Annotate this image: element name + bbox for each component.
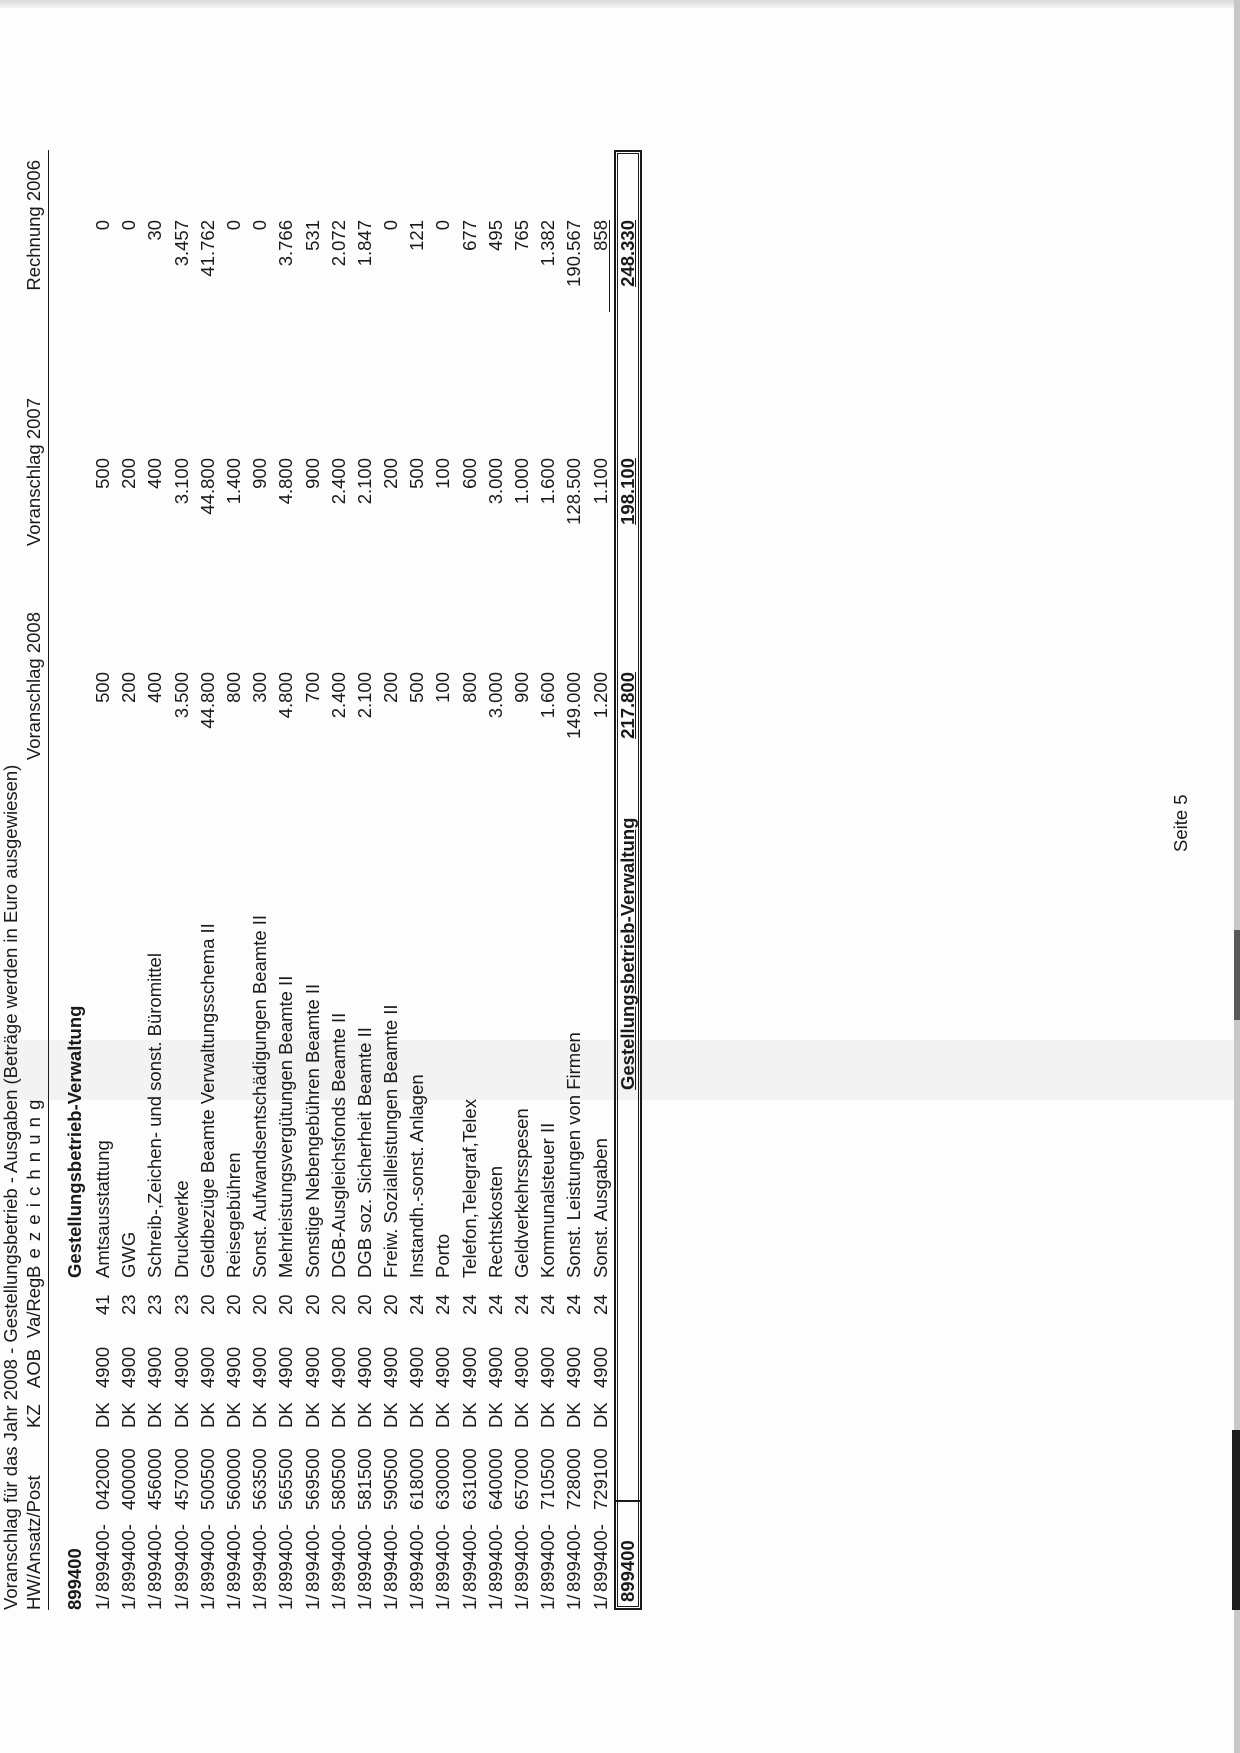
cell-bezeichnung: Sonstige Nebengebühren Beamte II (301, 983, 323, 1278)
cell-bezeichnung: Mehrleistungsvergütungen Beamte II (275, 975, 297, 1278)
cell-voranschlag-2008: 500 (406, 672, 428, 703)
table-row (116, 150, 142, 1610)
cell-post: 042000 (92, 1448, 113, 1510)
cell-aob: 4900 (432, 1346, 454, 1388)
cell-voranschlag-2007: 200 (380, 458, 402, 489)
cell-voranschlag-2008: 2.400 (327, 672, 349, 719)
cell-va-reg: 20 (275, 1294, 297, 1315)
document-title: Voranschlag für das Jahr 2008 - Gestellungsbetrieb - Ausgaben (Beträge werden in Euro ausgewiesen) (0, 764, 21, 1610)
cell-bezeichnung: Amtsausstattung (92, 1140, 113, 1278)
cell-ansatz: 899400- (563, 1524, 585, 1592)
header-hw-ansatz-post: HW/Ansatz/Post (23, 1475, 44, 1610)
cell-va-reg: 20 (301, 1294, 323, 1315)
cell-bezeichnung: DGB-Ausgleichsfonds Beamte II (327, 1012, 349, 1278)
cell-ansatz: 899400- (406, 1524, 428, 1592)
cell-aob: 4900 (275, 1346, 297, 1388)
cell-rechnung-2006: 765 (511, 220, 532, 251)
cell-voranschlag-2007: 1.400 (222, 458, 244, 505)
header-aob: AOB (23, 1348, 44, 1388)
cell-voranschlag-2008: 800 (222, 672, 244, 703)
cell-ansatz: 899400- (196, 1524, 218, 1592)
header-voranschlag-2007: Voranschlag 2007 (23, 398, 44, 547)
cell-bezeichnung: GWG (118, 1231, 140, 1278)
cell-hw: 1/ (249, 1594, 271, 1610)
cell-voranschlag-2008: 44.800 (196, 672, 218, 729)
cell-bezeichnung: Reisegebühren (222, 1152, 244, 1278)
cell-ansatz: 899400- (92, 1524, 113, 1592)
cell-aob: 4900 (484, 1346, 506, 1388)
cell-kz: DK (380, 1402, 402, 1428)
cell-aob: 4900 (537, 1346, 559, 1388)
cell-kz: DK (196, 1402, 218, 1428)
cell-va-reg: 24 (563, 1294, 585, 1315)
header-rechnung-2006: Rechnung 2006 (23, 160, 44, 291)
cell-rechnung-2006: 41.762 (196, 220, 218, 277)
cell-voranschlag-2007: 900 (301, 458, 323, 489)
total-voranschlag-2008: 217.800 (616, 672, 638, 739)
cell-va-reg: 41 (92, 1294, 113, 1315)
cell-kz: DK (484, 1402, 506, 1428)
table-row (221, 150, 247, 1610)
cell-hw: 1/ (222, 1594, 244, 1610)
cell-voranschlag-2007: 1.600 (537, 458, 559, 505)
cell-post: 400000 (118, 1448, 140, 1510)
scan-edge-mark (1232, 1430, 1240, 1610)
cell-bezeichnung: Sonst. Leistungen von Firmen (563, 1032, 585, 1278)
cell-hw: 1/ (406, 1594, 428, 1610)
budget-rows (90, 150, 642, 1610)
table-row (169, 150, 195, 1610)
cell-voranschlag-2008: 200 (118, 672, 140, 703)
cell-kz: DK (327, 1402, 349, 1428)
cell-bezeichnung: Kommunalsteuer II (537, 1122, 559, 1278)
rotated-budget-table (0, 90, 700, 1610)
cell-post: 563500 (249, 1448, 271, 1510)
cell-aob: 4900 (563, 1346, 585, 1388)
cell-voranschlag-2008: 400 (144, 672, 166, 703)
cell-hw: 1/ (458, 1594, 480, 1610)
cell-post: 618000 (406, 1448, 428, 1510)
cell-ansatz: 899400- (353, 1524, 375, 1592)
cell-hw: 1/ (118, 1594, 140, 1610)
cell-kz: DK (275, 1402, 297, 1428)
table-row (561, 150, 587, 1610)
table-row (90, 150, 116, 1610)
cell-aob: 4900 (353, 1346, 375, 1388)
cell-kz: DK (92, 1402, 113, 1428)
table-row (352, 150, 378, 1610)
cell-va-reg: 24 (432, 1294, 454, 1315)
cell-kz: DK (118, 1402, 140, 1428)
scan-edge-mark (1234, 930, 1240, 1020)
cell-hw: 1/ (380, 1594, 402, 1610)
cell-kz: DK (249, 1402, 271, 1428)
cell-ansatz: 899400- (537, 1524, 559, 1592)
cell-voranschlag-2007: 200 (118, 458, 140, 489)
cell-aob: 4900 (406, 1346, 428, 1388)
cell-va-reg: 24 (458, 1294, 480, 1315)
cell-ansatz: 899400- (222, 1524, 244, 1592)
cell-bezeichnung: Druckwerke (170, 1180, 192, 1278)
cell-ansatz: 899400- (589, 1524, 611, 1592)
cell-bezeichnung: Geldverkehrsspesen (511, 1108, 532, 1278)
cell-hw: 1/ (301, 1594, 323, 1610)
cell-voranschlag-2008: 500 (92, 672, 113, 703)
cell-rechnung-2006: 0 (118, 220, 140, 231)
cell-hw: 1/ (511, 1594, 532, 1610)
cell-post: 728000 (563, 1448, 585, 1510)
cell-post: 456000 (144, 1448, 166, 1510)
cell-voranschlag-2007: 44.800 (196, 458, 218, 515)
cell-bezeichnung: Sonst. Aufwandsentschädigungen Beamte II (249, 914, 271, 1278)
table-row (326, 150, 352, 1610)
cell-voranschlag-2008: 2.100 (353, 672, 375, 719)
cell-ansatz: 899400- (301, 1524, 323, 1592)
cell-hw: 1/ (170, 1594, 192, 1610)
cell-kz: DK (406, 1402, 428, 1428)
cell-rechnung-2006: 0 (222, 220, 244, 231)
cell-hw: 1/ (537, 1594, 559, 1610)
cell-voranschlag-2007: 1.000 (511, 458, 532, 505)
cell-voranschlag-2007: 1.100 (589, 458, 611, 505)
cell-post: 581500 (353, 1448, 375, 1510)
cell-va-reg: 20 (327, 1294, 349, 1315)
page-number: Seite 5 (1170, 794, 1191, 852)
cell-aob: 4900 (301, 1346, 323, 1388)
cell-rechnung-2006: 1.847 (353, 220, 375, 267)
cell-voranschlag-2007: 4.800 (275, 458, 297, 505)
cell-ansatz: 899400- (275, 1524, 297, 1592)
cell-aob: 4900 (380, 1346, 402, 1388)
header-voranschlag-2008: Voranschlag 2008 (23, 612, 44, 761)
cell-va-reg: 20 (196, 1294, 218, 1315)
cell-kz: DK (511, 1402, 532, 1428)
header-bezeichnung: B e z e i c h n u n g (23, 1098, 44, 1278)
total-rechnung-2006: 248.330 (616, 220, 638, 287)
cell-rechnung-2006: 3.766 (275, 220, 297, 267)
cell-voranschlag-2008: 4.800 (275, 672, 297, 719)
cell-aob: 4900 (118, 1346, 140, 1388)
cell-bezeichnung: Schreib-,Zeichen- und sonst. Büromittel (144, 953, 166, 1278)
cell-kz: DK (432, 1402, 454, 1428)
cell-post: 630000 (432, 1448, 454, 1510)
cell-voranschlag-2007: 3.100 (170, 458, 192, 505)
cell-voranschlag-2008: 900 (511, 672, 532, 703)
cell-hw: 1/ (484, 1594, 506, 1610)
table-row (378, 150, 404, 1610)
cell-aob: 4900 (327, 1346, 349, 1388)
sum-rule-2006 (609, 220, 610, 312)
cell-va-reg: 24 (484, 1294, 506, 1315)
cell-va-reg: 23 (144, 1294, 166, 1315)
cell-aob: 4900 (249, 1346, 271, 1388)
scan-edge-top (0, 0, 1240, 8)
cell-bezeichnung: Porto (432, 1233, 454, 1278)
cell-voranschlag-2007: 900 (249, 458, 271, 489)
table-row (142, 150, 168, 1610)
cell-hw: 1/ (92, 1594, 113, 1610)
cell-va-reg: 20 (353, 1294, 375, 1315)
cell-voranschlag-2007: 400 (144, 458, 166, 489)
table-row (588, 150, 614, 1610)
cell-kz: DK (537, 1402, 559, 1428)
cell-hw: 1/ (275, 1594, 297, 1610)
cell-voranschlag-2008: 300 (249, 672, 271, 703)
cell-voranschlag-2007: 3.000 (484, 458, 506, 505)
cell-voranschlag-2008: 149.000 (563, 672, 585, 739)
cell-ansatz: 899400- (511, 1524, 532, 1592)
cell-va-reg: 23 (118, 1294, 140, 1315)
cell-hw: 1/ (327, 1594, 349, 1610)
total-label: Gestellungsbetrieb-Verwaltung (616, 817, 638, 1090)
cell-rechnung-2006: 121 (406, 220, 428, 251)
cell-bezeichnung: Instandh.-sonst. Anlagen (406, 1074, 428, 1278)
cell-aob: 4900 (92, 1346, 113, 1388)
cell-post: 560000 (222, 1448, 244, 1510)
cell-rechnung-2006: 531 (301, 220, 323, 251)
table-row (509, 150, 535, 1610)
total-row (614, 150, 642, 1610)
cell-kz: DK (589, 1402, 611, 1428)
cell-bezeichnung: Freiw. Sozialleistungen Beamte II (380, 1004, 402, 1278)
table-row (247, 150, 273, 1610)
cell-hw: 1/ (563, 1594, 585, 1610)
cell-aob: 4900 (196, 1346, 218, 1388)
cell-rechnung-2006: 1.382 (537, 220, 559, 267)
cell-rechnung-2006: 2.072 (327, 220, 349, 267)
cell-post: 565500 (275, 1448, 297, 1510)
total-code: 899400 (616, 1540, 638, 1602)
cell-voranschlag-2007: 2.400 (327, 458, 349, 505)
cell-voranschlag-2008: 1.200 (589, 672, 611, 719)
table-row (273, 150, 299, 1610)
table-row (430, 150, 456, 1610)
cell-bezeichnung: Rechtskosten (484, 1165, 506, 1278)
cell-va-reg: 24 (511, 1294, 532, 1315)
cell-ansatz: 899400- (380, 1524, 402, 1592)
cell-post: 729100 (589, 1448, 611, 1510)
total-voranschlag-2007: 198.100 (616, 458, 638, 525)
cell-voranschlag-2008: 3.500 (170, 672, 192, 719)
cell-post: 657000 (511, 1448, 532, 1510)
cell-voranschlag-2008: 200 (380, 672, 402, 703)
cell-post: 710500 (537, 1448, 559, 1510)
cell-bezeichnung: Geldbezüge Beamte Verwaltungsschema II (196, 923, 218, 1278)
cell-kz: DK (170, 1402, 192, 1428)
header-kz: KZ (23, 1404, 44, 1428)
cell-post: 569500 (301, 1448, 323, 1510)
cell-aob: 4900 (222, 1346, 244, 1388)
cell-bezeichnung: DGB soz. Sicherheit Beamte II (353, 1027, 375, 1278)
cell-va-reg: 20 (380, 1294, 402, 1315)
cell-va-reg: 20 (222, 1294, 244, 1315)
cell-kz: DK (353, 1402, 375, 1428)
cell-va-reg: 20 (249, 1294, 271, 1315)
header-va-reg: Va/Reg (23, 1277, 44, 1338)
cell-rechnung-2006: 677 (458, 220, 480, 251)
cell-kz: DK (458, 1402, 480, 1428)
cell-voranschlag-2007: 600 (458, 458, 480, 489)
cell-post: 457000 (170, 1448, 192, 1510)
table-row (483, 150, 509, 1610)
cell-voranschlag-2008: 700 (301, 672, 323, 703)
cell-ansatz: 899400- (484, 1524, 506, 1592)
cell-aob: 4900 (589, 1346, 611, 1388)
cell-ansatz: 899400- (432, 1524, 454, 1592)
header-rule (48, 150, 49, 1610)
cell-voranschlag-2008: 800 (458, 672, 480, 703)
cell-voranschlag-2007: 100 (432, 458, 454, 489)
cell-hw: 1/ (196, 1594, 218, 1610)
cell-ansatz: 899400- (144, 1524, 166, 1592)
cell-hw: 1/ (353, 1594, 375, 1610)
cell-voranschlag-2008: 1.600 (537, 672, 559, 719)
cell-bezeichnung: Telefon,Telegraf,Telex (458, 1099, 480, 1278)
cell-rechnung-2006: 3.457 (170, 220, 192, 267)
cell-post: 631000 (458, 1448, 480, 1510)
cell-rechnung-2006: 495 (484, 220, 506, 251)
cell-hw: 1/ (144, 1594, 166, 1610)
cell-rechnung-2006: 0 (92, 220, 113, 231)
cell-ansatz: 899400- (170, 1524, 192, 1592)
cell-hw: 1/ (589, 1594, 611, 1610)
table-row (535, 150, 561, 1610)
cell-ansatz: 899400- (249, 1524, 271, 1592)
cell-post: 640000 (484, 1448, 506, 1510)
cell-kz: DK (563, 1402, 585, 1428)
cell-va-reg: 24 (589, 1294, 611, 1315)
cell-voranschlag-2008: 100 (432, 672, 454, 703)
cell-voranschlag-2008: 3.000 (484, 672, 506, 719)
section-title: Gestellungsbetrieb-Verwaltung (64, 1005, 85, 1278)
cell-kz: DK (222, 1402, 244, 1428)
cell-rechnung-2006: 0 (249, 220, 271, 231)
cell-post: 500500 (196, 1448, 218, 1510)
cell-aob: 4900 (458, 1346, 480, 1388)
table-row (300, 150, 326, 1610)
cell-post: 590500 (380, 1448, 402, 1510)
cell-rechnung-2006: 190.567 (563, 220, 585, 287)
cell-rechnung-2006: 858 (589, 220, 611, 251)
cell-voranschlag-2007: 500 (92, 458, 113, 489)
cell-va-reg: 24 (406, 1294, 428, 1315)
cell-bezeichnung: Sonst. Ausgaben (589, 1138, 611, 1278)
cell-kz: DK (301, 1402, 323, 1428)
cell-post: 580500 (327, 1448, 349, 1510)
cell-ansatz: 899400- (118, 1524, 140, 1592)
cell-voranschlag-2007: 2.100 (353, 458, 375, 505)
table-row (457, 150, 483, 1610)
cell-rechnung-2006: 0 (380, 220, 402, 231)
cell-rechnung-2006: 30 (144, 220, 166, 241)
table-row (404, 150, 430, 1610)
cell-aob: 4900 (170, 1346, 192, 1388)
cell-va-reg: 23 (170, 1294, 192, 1315)
cell-rechnung-2006: 0 (432, 220, 454, 231)
cell-kz: DK (144, 1402, 166, 1428)
table-row (195, 150, 221, 1610)
cell-voranschlag-2007: 500 (406, 458, 428, 489)
cell-ansatz: 899400- (458, 1524, 480, 1592)
cell-aob: 4900 (144, 1346, 166, 1388)
section-code: 899400 (64, 1548, 85, 1610)
cell-ansatz: 899400- (327, 1524, 349, 1592)
cell-aob: 4900 (511, 1346, 532, 1388)
cell-hw: 1/ (432, 1594, 454, 1610)
cell-va-reg: 24 (537, 1294, 559, 1315)
cell-voranschlag-2007: 128.500 (563, 458, 585, 525)
